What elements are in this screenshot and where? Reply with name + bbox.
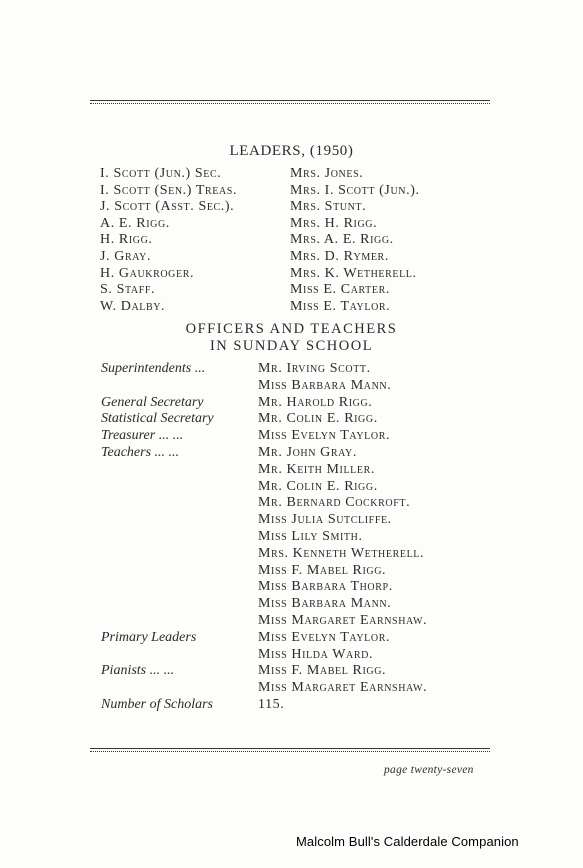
officer-row bbox=[101, 663, 427, 680]
officer-name: Mrs. Kenneth Wetherell. bbox=[258, 545, 425, 561]
officer-role bbox=[101, 613, 258, 630]
officer-row bbox=[101, 428, 427, 445]
leader-name: W. Dalby. bbox=[100, 298, 166, 314]
leader-name: I. Scott (Sen.) Treas. bbox=[100, 182, 238, 198]
officer-role bbox=[101, 462, 258, 479]
officer-name: Miss Barbara Mann. bbox=[258, 377, 392, 393]
leader-name: Mrs. A. E. Rigg. bbox=[290, 232, 394, 248]
officer-row bbox=[101, 529, 427, 546]
officer-name: Mr. Colin E. Rigg. bbox=[258, 411, 378, 427]
officer-name: Miss Margaret Earnshaw. bbox=[258, 680, 428, 696]
officer-role: Pianists ... ... bbox=[101, 663, 175, 679]
officer-name: Miss Hilda Ward. bbox=[258, 646, 374, 662]
officer-role: Statistical Secretary bbox=[101, 411, 214, 427]
leaders-row bbox=[100, 299, 420, 316]
leader-name: Mrs. Jones. bbox=[290, 166, 364, 181]
officer-row bbox=[101, 512, 427, 529]
officer-role bbox=[101, 563, 258, 580]
officer-row bbox=[101, 546, 427, 563]
officer-name: Mr. Colin E. Rigg. bbox=[258, 478, 378, 494]
leader-name: Miss E. Taylor. bbox=[290, 298, 391, 314]
leaders-row bbox=[100, 166, 420, 183]
officer-row bbox=[101, 647, 427, 664]
leader-name: Mrs. Stunt. bbox=[290, 199, 367, 215]
leader-name: I. Scott (Jun.) Sec. bbox=[100, 166, 222, 181]
leaders-row bbox=[100, 266, 420, 283]
officer-role bbox=[101, 647, 258, 664]
officer-row bbox=[101, 579, 427, 596]
officer-row bbox=[101, 395, 427, 412]
bottom-decorative-rule bbox=[90, 748, 490, 752]
leader-name: H. Rigg. bbox=[100, 232, 153, 248]
officers-heading-line1: OFFICERS AND TEACHERS bbox=[185, 321, 398, 337]
leader-name: S. Staff. bbox=[100, 282, 156, 298]
officer-name: 115. bbox=[258, 696, 285, 712]
officer-row bbox=[101, 445, 427, 462]
officer-name: Miss Julia Sutcliffe. bbox=[258, 512, 392, 528]
officer-row bbox=[101, 462, 427, 479]
officer-row bbox=[101, 378, 427, 395]
officer-name: Miss F. Mabel Rigg. bbox=[258, 663, 387, 679]
officer-row bbox=[101, 361, 427, 378]
leader-name: Mrs. I. Scott (Jun.). bbox=[290, 182, 420, 198]
leader-name: Mrs. H. Rigg. bbox=[290, 215, 378, 231]
officer-role: Primary Leaders bbox=[101, 629, 197, 645]
leader-name: Mrs. K. Wetherell. bbox=[290, 265, 417, 281]
officer-row bbox=[101, 411, 427, 428]
officer-row bbox=[101, 630, 427, 647]
officer-role: Treasurer ... ... bbox=[101, 428, 184, 444]
officer-name: Miss Barbara Mann. bbox=[258, 596, 392, 612]
source-credit: Malcolm Bull's Calderdale Companion bbox=[296, 834, 519, 849]
officer-role bbox=[101, 512, 258, 529]
leader-name: J. Gray. bbox=[100, 248, 152, 264]
officers-list bbox=[101, 361, 427, 714]
officer-role: Teachers ... ... bbox=[101, 444, 180, 460]
officer-name: Miss Evelyn Taylor. bbox=[258, 629, 391, 645]
leaders-row bbox=[100, 199, 420, 216]
leader-name: Mrs. D. Rymer. bbox=[290, 248, 389, 264]
officers-heading-line2: IN SUNDAY SCHOOL bbox=[209, 338, 374, 354]
officer-name: Mr. Irving Scott. bbox=[258, 361, 371, 376]
officer-row bbox=[101, 697, 427, 714]
officer-row bbox=[101, 596, 427, 613]
officer-name: Mr. Keith Miller. bbox=[258, 461, 375, 477]
officer-role bbox=[101, 529, 258, 546]
officer-role bbox=[101, 596, 258, 613]
officer-role: Number of Scholars bbox=[101, 696, 213, 712]
officer-name: Miss Lily Smith. bbox=[258, 528, 363, 544]
officer-role bbox=[101, 495, 258, 512]
leader-name: Miss E. Carter. bbox=[290, 282, 390, 298]
page-number: page twenty-seven bbox=[384, 764, 474, 776]
leaders-row bbox=[100, 232, 420, 249]
officer-name: Mr. John Gray. bbox=[258, 444, 357, 460]
officer-role: Superintendents ... bbox=[101, 361, 206, 376]
leaders-row bbox=[100, 183, 420, 200]
leader-name: J. Scott (Asst. Sec.). bbox=[100, 199, 235, 215]
leader-name: A. E. Rigg. bbox=[100, 215, 170, 231]
leaders-heading: LEADERS, (1950) bbox=[229, 143, 354, 159]
officer-name: Mr. Bernard Cockroft. bbox=[258, 495, 411, 511]
officer-name: Miss Barbara Thorp. bbox=[258, 579, 393, 595]
leaders-row bbox=[100, 249, 420, 266]
officer-role bbox=[101, 680, 258, 697]
leaders-row bbox=[100, 282, 420, 299]
officer-row bbox=[101, 479, 427, 496]
officer-role: General Secretary bbox=[101, 394, 204, 410]
leader-name: H. Gaukroger. bbox=[100, 265, 195, 281]
officer-row bbox=[101, 613, 427, 630]
officer-role bbox=[101, 378, 258, 395]
leaders-row bbox=[100, 216, 420, 233]
officer-row bbox=[101, 563, 427, 580]
officer-name: Mr. Harold Rigg. bbox=[258, 394, 373, 410]
top-decorative-rule bbox=[90, 100, 490, 104]
officer-name: Miss Evelyn Taylor. bbox=[258, 428, 391, 444]
officer-role bbox=[101, 579, 258, 596]
officer-name: Miss F. Mabel Rigg. bbox=[258, 562, 387, 578]
officer-role bbox=[101, 546, 258, 563]
officer-name: Miss Margaret Earnshaw. bbox=[258, 612, 428, 628]
officer-row bbox=[101, 495, 427, 512]
officer-row bbox=[101, 680, 427, 697]
officer-role bbox=[101, 479, 258, 496]
leaders-list bbox=[100, 166, 420, 315]
